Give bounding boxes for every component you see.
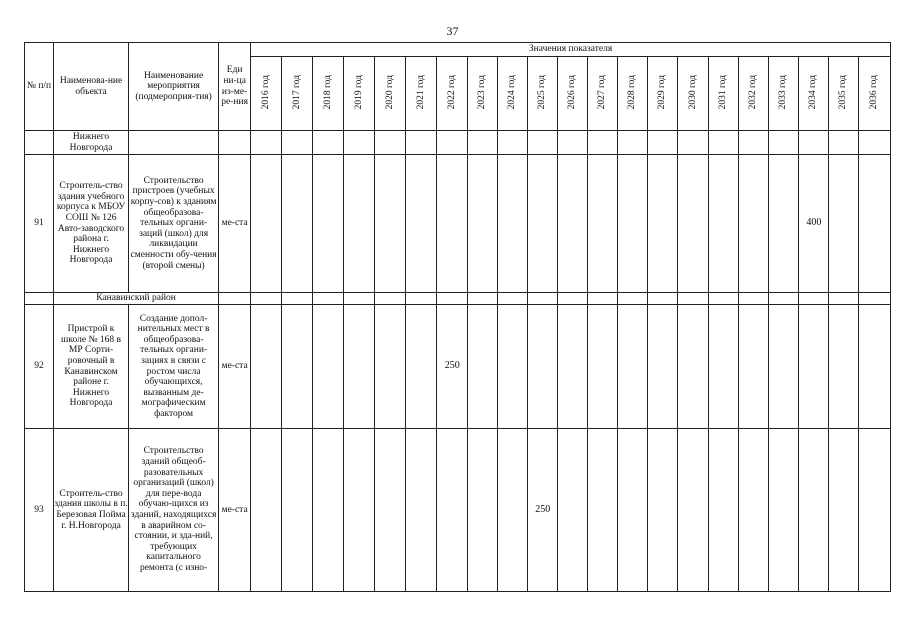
row-object: Строитель-ство здания школы в п. Березовая Пойма г. Н.Новгорода: [54, 429, 129, 592]
page-number: 37: [446, 24, 459, 38]
header-year: [498, 57, 528, 131]
header-year-label: 2017 год: [291, 74, 302, 109]
header-values-title: Значения показателя: [251, 43, 891, 57]
header-year: [528, 57, 558, 131]
header-year: [859, 57, 891, 131]
indicator-table: [24, 42, 891, 592]
header-year: [739, 57, 769, 131]
header-year-label: 2021 год: [415, 74, 426, 109]
table-row: [25, 305, 891, 429]
row-num: 93: [25, 429, 54, 592]
table-row: [25, 155, 891, 293]
header-year: [468, 57, 498, 131]
header-year-label: 2033 год: [778, 74, 789, 109]
row-object: Пристрой к школе № 168 в МР Сорти-ровочный в Канавинском районе г. Нижнего Новгорода: [54, 305, 129, 429]
header-year-label: 2016 год: [260, 74, 271, 109]
row-value: 250: [437, 305, 468, 429]
district-label: Канавинский район: [54, 293, 219, 305]
header-year: [437, 57, 468, 131]
header-year-label: 2024 год: [507, 74, 518, 109]
header-year-label: 2028 год: [627, 74, 638, 109]
header-year-label: 2025 год: [537, 74, 548, 109]
row-object: Строитель-ство здания учебного корпуса к МБОУ СОШ № 126 Авто-заводского района г. Нижнего Новгорода: [54, 155, 129, 293]
row-num: 91: [25, 155, 54, 293]
table-row: [25, 293, 891, 305]
row-unit: ме-ста: [219, 305, 251, 429]
header-year: [648, 57, 678, 131]
header-year-label: 2018 год: [322, 74, 333, 109]
header-year: [799, 57, 829, 131]
header-unit: Еди ни-ца из-ме-ре-ния: [219, 43, 251, 131]
header-year: [558, 57, 588, 131]
row-value: 250: [528, 429, 558, 592]
header-year-label: 2035 год: [838, 74, 849, 109]
table-row: [25, 131, 891, 155]
header-year-label: 2034 год: [808, 74, 819, 109]
header-object: Наименова-ние объекта: [54, 43, 129, 131]
header-year-label: 2029 год: [657, 74, 668, 109]
header-year-label: 2031 год: [718, 74, 729, 109]
row-unit: ме-ста: [219, 429, 251, 592]
row-event: Создание допол-нительных мест в общеобразова-тельных органи-зациях в связи с ростом числа обучающихся, вызванным де-мографическим фактором: [129, 305, 219, 429]
header-num: № п/п: [25, 43, 54, 131]
row-event: Строительство пристроев (учебных корпу-сов) к зданиям общеобразова-тельных органи-заций (школ) для ликвидации сменности обу-чения (второй смены): [129, 155, 219, 293]
header-year: [769, 57, 799, 131]
header-year-label: 2020 год: [384, 74, 395, 109]
header-year-label: 2019 год: [353, 74, 364, 109]
header-year-label: 2036 год: [869, 74, 880, 109]
table-row: [25, 429, 891, 592]
row-num: 92: [25, 305, 54, 429]
header-year: [588, 57, 618, 131]
header-year: [829, 57, 859, 131]
header-year: [678, 57, 709, 131]
header-year-label: 2032 год: [748, 74, 759, 109]
header-year-label: 2030 год: [687, 74, 698, 109]
header-year-label: 2027 год: [597, 74, 608, 109]
header-year: [618, 57, 648, 131]
header-year: [313, 57, 344, 131]
header-year: [344, 57, 375, 131]
header-event: Наименование мероприятия (подмероприя-тия): [129, 43, 219, 131]
row-unit: ме-ста: [219, 155, 251, 293]
header-year: [251, 57, 282, 131]
row-event: Строительство зданий общеоб-разовательных организаций (школ) для пере-вода обучаю-щихся из зданий, находящихся в аварийном со-стоянии, и зда-ний, требующих капитального ремонта (с изно-: [129, 429, 219, 592]
row-value: 400: [799, 155, 829, 293]
header-year-label: 2022 год: [446, 74, 457, 109]
header-year-label: 2026 год: [567, 74, 578, 109]
header-year: [406, 57, 437, 131]
continuation-object: Нижнего Новгорода: [54, 131, 129, 155]
header-year: [709, 57, 739, 131]
header-year-label: 2023 год: [477, 74, 488, 109]
header-year: [375, 57, 406, 131]
header-year: [282, 57, 313, 131]
